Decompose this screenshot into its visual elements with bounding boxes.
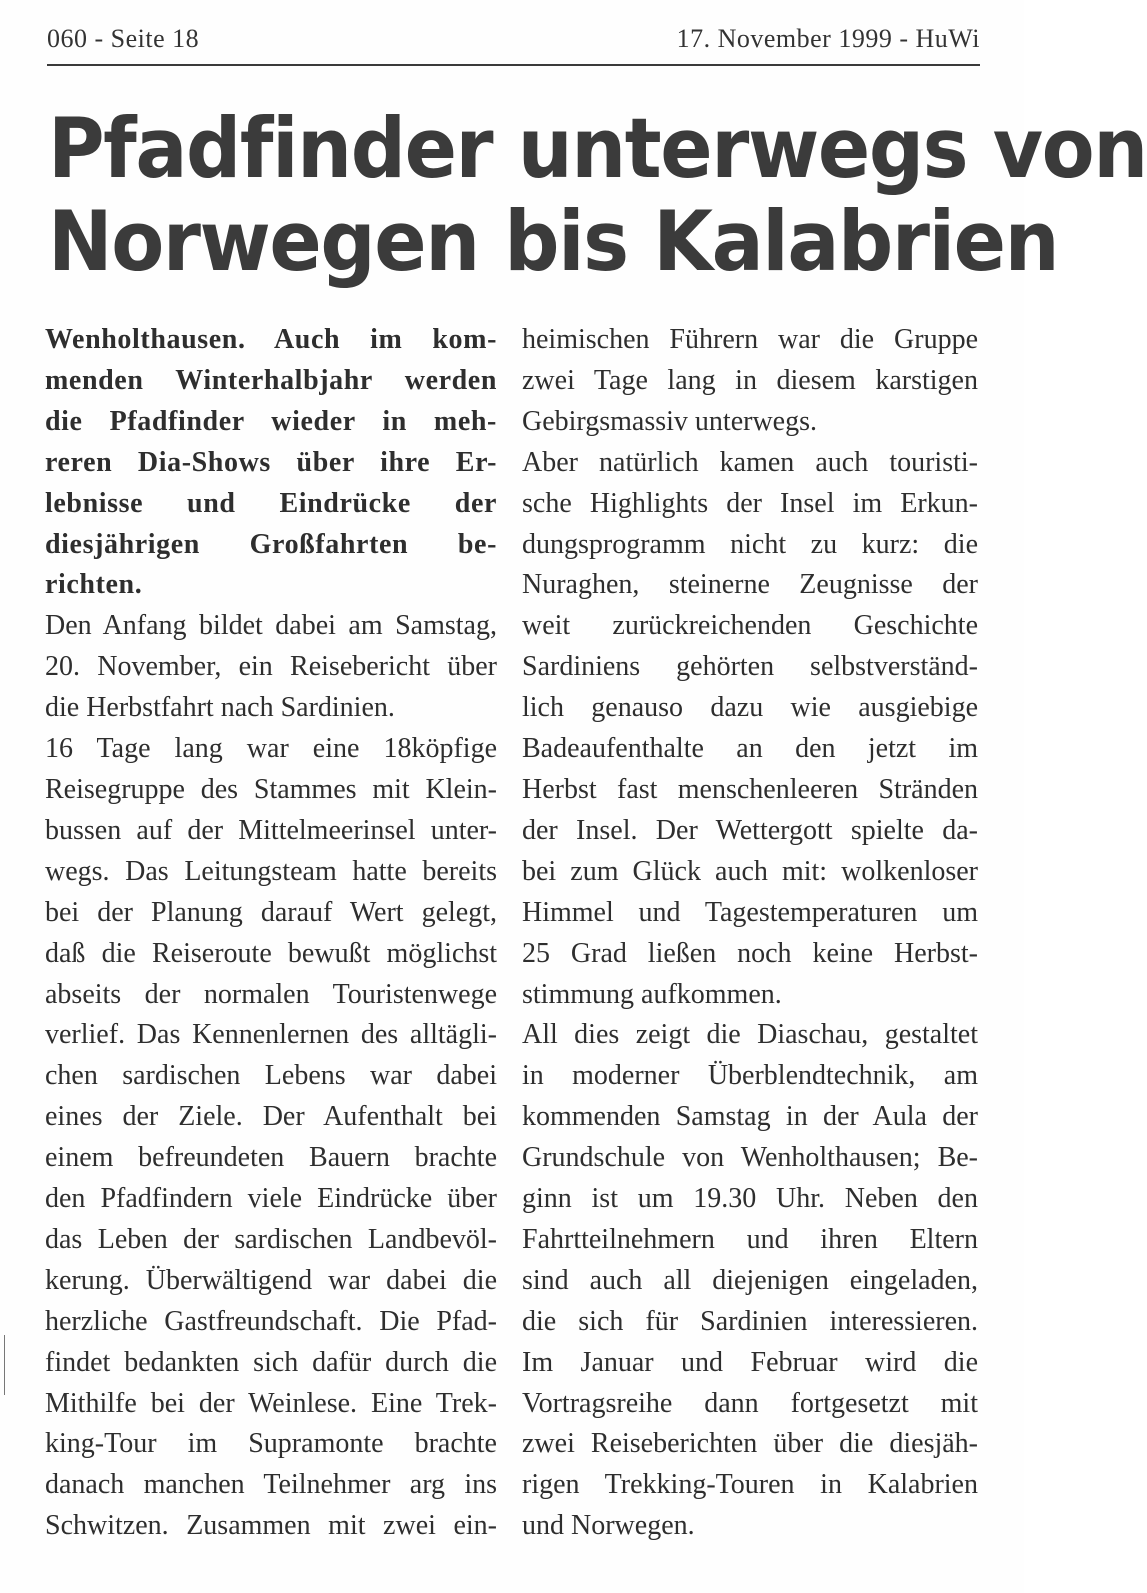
article-text-line: dungsprogramm nicht zu kurz: die: [522, 528, 978, 560]
article-text-line: heimischen Führern war die Gruppe: [522, 324, 978, 355]
article-column-right: [522, 320, 978, 1547]
article-column-left: [45, 320, 497, 1547]
article-text-line: das Leben der sardischen Landbevöl-: [45, 1223, 497, 1255]
article-text-line: kerung. Überwältigend war dabei die: [45, 1264, 497, 1296]
article-text-line: 16 Tage lang war eine 18köpfige: [45, 733, 497, 765]
page-header: [47, 24, 980, 66]
article-text-line: chen sardischen Lebens war dabei: [45, 1060, 497, 1092]
article-text-line: Aber natürlich kamen auch touristi-: [522, 446, 978, 478]
article-headline: [48, 100, 1147, 290]
article-text-line: wegs. Das Leitungsteam hatte bereits: [45, 855, 497, 887]
article-text-line: Im Januar und Februar wird die: [522, 1346, 978, 1378]
article-text-line: bei der Planung darauf Wert gelegt,: [45, 896, 497, 928]
article-text-line: abseits der normalen Touristenwege: [45, 978, 497, 1010]
article-text-line: Reisegruppe des Stammes mit Klein-: [45, 773, 497, 805]
article-text-line: kommenden Samstag in der Aula der: [522, 1101, 978, 1133]
article-text-line: zwei Tage lang in diesem karstigen: [522, 364, 978, 396]
article-text-line: bei zum Glück auch mit: wolkenloser: [522, 855, 978, 887]
headline-line-1: Pfadfinder unterwegs von: [48, 100, 1147, 197]
article-text-line: Herbst fast menschenleeren Stränden: [522, 773, 978, 805]
article-text-line: in moderner Überblendtechnik, am: [522, 1060, 978, 1092]
issue-date: 17. November 1999 - HuWi: [676, 24, 980, 53]
article-text-line: eines der Ziele. Der Aufenthalt bei: [45, 1101, 497, 1133]
article-text-line: ginn ist um 19.30 Uhr. Neben den: [522, 1183, 978, 1215]
article-text-line: Schwitzen. Zusammen mit zwei ein-: [45, 1510, 497, 1542]
article-text-line: Fahrtteilnehmern und ihren Eltern: [522, 1223, 978, 1255]
article-text-line: Grundschule von Wenholthausen; Be-: [522, 1142, 978, 1174]
article-text-line: 25 Grad ließen noch keine Herbst-: [522, 937, 978, 969]
article-text-line: der Insel. Der Wettergott spielte da-: [522, 814, 978, 846]
article-text-line: Vortragsreihe dann fortgesetzt mit: [522, 1387, 978, 1419]
article-text-line: zwei Reiseberichten über die diesjäh-: [522, 1428, 978, 1460]
article-text-line: Wenholthausen. Auch im kom-: [45, 324, 497, 355]
article-text-line: Sardiniens gehörten selbstverständ-: [522, 651, 978, 683]
article-text-line: einem befreundeten Bauern brachte: [45, 1142, 497, 1174]
article-text-line: Himmel und Tagestemperaturen um: [522, 896, 978, 928]
article-text-line: und Norwegen.: [522, 1510, 695, 1542]
article-text-line: herzliche Gastfreundschaft. Die Pfad-: [45, 1305, 497, 1337]
article-text-line: weit zurückreichenden Geschichte: [522, 610, 978, 642]
article-text-line: findet bedankten sich dafür durch die: [45, 1346, 497, 1378]
article-text-line: Nuraghen, steinerne Zeugnisse der: [522, 569, 978, 601]
article-text-line: king-Tour im Supramonte brachte: [45, 1428, 497, 1460]
article-text-line: daß die Reiseroute bewußt möglichst: [45, 937, 497, 969]
article-text-line: Mithilfe bei der Weinlese. Eine Trek-: [45, 1387, 497, 1419]
article-text-line: 20. November, ein Reisebericht über: [45, 651, 497, 683]
scan-margin-mark: [4, 1335, 5, 1395]
article-text-line: menden Winterhalbjahr werden: [45, 364, 497, 396]
article-text-line: Gebirgsmassiv unterwegs.: [522, 405, 817, 437]
article-text-line: die Pfadfinder wieder in meh-: [45, 405, 497, 437]
article-text-line: rigen Trekking-Touren in Kalabrien: [522, 1469, 978, 1501]
article-text-line: die sich für Sardinien interessieren.: [522, 1305, 978, 1337]
article-text-line: Den Anfang bildet dabei am Samstag,: [45, 610, 497, 642]
article-text-line: sind auch all diejenigen eingeladen,: [522, 1264, 978, 1296]
article-text-line: bussen auf der Mittelmeerinsel unter-: [45, 814, 497, 846]
article-text-line: lebnisse und Eindrücke der: [45, 487, 497, 519]
article-text-line: sche Highlights der Insel im Erkun-: [522, 487, 978, 519]
page-number: 060 - Seite 18: [47, 24, 200, 53]
article-text-line: den Pfadfindern viele Eindrücke über: [45, 1183, 497, 1215]
article-text-line: richten.: [45, 569, 143, 601]
article-text-line: die Herbstfahrt nach Sardinien.: [45, 692, 395, 724]
article-text-line: reren Dia-Shows über ihre Er-: [45, 446, 497, 478]
article-text-line: All dies zeigt die Diaschau, gestaltet: [522, 1019, 978, 1051]
article-text-line: lich genauso dazu wie ausgiebige: [522, 692, 978, 724]
article-text-line: Badeaufenthalte an den jetzt im: [522, 733, 978, 765]
article-text-line: diesjährigen Großfahrten be-: [45, 528, 497, 560]
article-text-line: danach manchen Teilnehmer arg ins: [45, 1469, 497, 1501]
article-text-line: stimmung aufkommen.: [522, 978, 782, 1010]
headline-line-2: Norwegen bis Kalabrien: [48, 193, 1059, 290]
article-text-line: verlief. Das Kennenlernen des alltägli-: [45, 1019, 497, 1051]
